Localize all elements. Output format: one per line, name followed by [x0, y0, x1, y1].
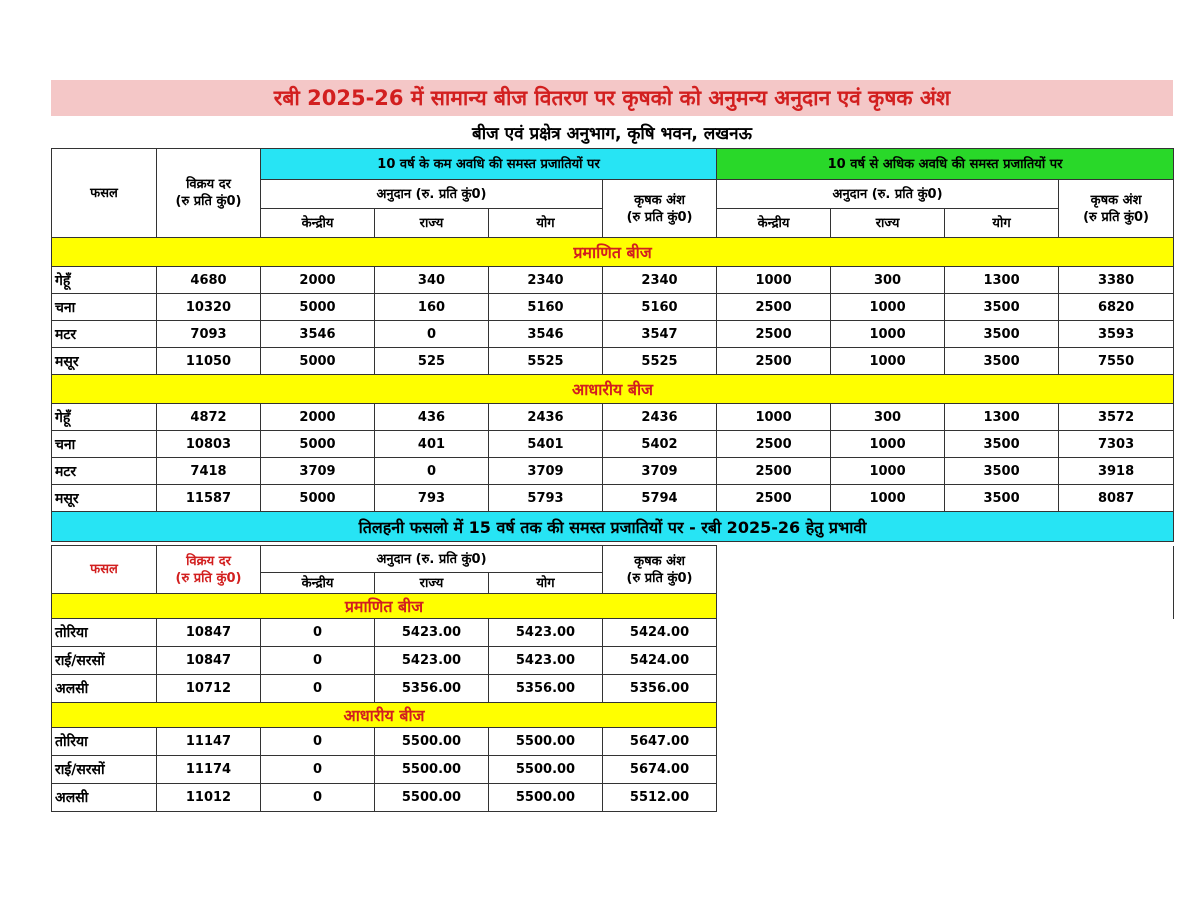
value-cell: 5401 [489, 431, 603, 458]
header-sale-rate [157, 149, 261, 238]
page-subtitle: बीज एवं प्रक्षेत्र अनुभाग, कृषि भवन, लखनऊ [472, 123, 752, 144]
oil-section-certified: प्रमाणित बीज [52, 594, 717, 619]
value-cell: 5000 [261, 294, 375, 321]
value-cell: 5512.00 [603, 784, 717, 812]
table-row [52, 728, 1174, 756]
oil-header-farmer-share-line1: कृषक अंश [634, 553, 685, 569]
oil-header-farmer-share-line2: (रु प्रति कुं0) [626, 570, 693, 586]
oil-header-state: राज्य [375, 573, 489, 594]
value-cell: 5000 [261, 431, 375, 458]
value-cell: 5000 [261, 348, 375, 375]
value-cell: 1000 [831, 458, 945, 485]
value-cell: 5674.00 [603, 756, 717, 784]
value-cell: 1000 [831, 485, 945, 512]
table-row [52, 431, 1174, 458]
value-cell: 5525 [489, 348, 603, 375]
value-cell: 7418 [157, 458, 261, 485]
value-cell: 160 [375, 294, 489, 321]
value-cell: 0 [261, 728, 375, 756]
header-group-gt10: 10 वर्ष से अधिक अवधि की समस्त प्रजातियों पर [717, 149, 1174, 180]
crop-name-cell: अलसी [52, 784, 157, 812]
crop-name-cell: तोरिया [52, 728, 157, 756]
value-cell: 3380 [1059, 267, 1174, 294]
value-cell: 7550 [1059, 348, 1174, 375]
value-cell: 3500 [945, 321, 1059, 348]
oil-header-subsidy: अनुदान (रु. प्रति कुं0) [261, 546, 603, 573]
value-cell: 2340 [603, 267, 717, 294]
value-cell: 5423.00 [375, 619, 489, 647]
value-cell: 3918 [1059, 458, 1174, 485]
value-cell: 3572 [1059, 404, 1174, 431]
value-cell: 10712 [157, 675, 261, 703]
table-row [52, 404, 1174, 431]
value-cell: 3709 [489, 458, 603, 485]
crop-name-cell: राई/सरसों [52, 756, 157, 784]
page-title: रबी 2025-26 में सामान्य बीज वितरण पर कृषको को अनुमन्य अनुदान एवं कृषक अंश [51, 80, 1173, 116]
value-cell: 3593 [1059, 321, 1174, 348]
value-cell: 2000 [261, 267, 375, 294]
value-cell: 5500.00 [375, 756, 489, 784]
crop-name-cell: तोरिया [52, 619, 157, 647]
value-cell: 0 [375, 458, 489, 485]
value-cell: 436 [375, 404, 489, 431]
value-cell: 5794 [603, 485, 717, 512]
header-subsidy: अनुदान (रु. प्रति कुं0) [717, 180, 1059, 209]
oilseed-table [51, 545, 1174, 812]
value-cell: 3500 [945, 294, 1059, 321]
crop-name-cell: राई/सरसों [52, 647, 157, 675]
value-cell: 2500 [717, 458, 831, 485]
value-cell: 10320 [157, 294, 261, 321]
value-cell: 0 [375, 321, 489, 348]
oil-header-central: केन्द्रीय [261, 573, 375, 594]
header-subsidy: अनुदान (रु. प्रति कुं0) [261, 180, 603, 209]
value-cell: 300 [831, 267, 945, 294]
header-total: योग [945, 209, 1059, 238]
value-cell: 3546 [261, 321, 375, 348]
header-total: योग [489, 209, 603, 238]
table-row [52, 647, 1174, 675]
value-cell: 5793 [489, 485, 603, 512]
value-cell: 6820 [1059, 294, 1174, 321]
header-central: केन्द्रीय [717, 209, 831, 238]
oil-header-crop: फसल [52, 546, 157, 594]
value-cell: 2340 [489, 267, 603, 294]
value-cell: 5402 [603, 431, 717, 458]
header-farmer-share [603, 180, 717, 238]
value-cell: 5424.00 [603, 647, 717, 675]
header-farmer-share-line2: (रु प्रति कुं0) [1083, 209, 1149, 225]
value-cell: 3500 [945, 458, 1059, 485]
value-cell: 5423.00 [489, 647, 603, 675]
value-cell: 0 [261, 784, 375, 812]
value-cell: 5160 [489, 294, 603, 321]
header-sale-rate-line1: विक्रय दर [186, 177, 231, 192]
value-cell: 1000 [831, 348, 945, 375]
crop-name-cell: चना [52, 294, 157, 321]
value-cell: 1000 [831, 431, 945, 458]
table-row [52, 294, 1174, 321]
value-cell: 0 [261, 675, 375, 703]
value-cell: 2436 [603, 404, 717, 431]
value-cell: 3709 [261, 458, 375, 485]
oilseed-banner: तिलहनी फसलो में 15 वर्ष तक की समस्त प्रजातियों पर - रबी 2025-26 हेतु प्रभावी [52, 512, 1174, 542]
table-row [52, 784, 1174, 812]
blank-area [717, 546, 1174, 619]
value-cell: 3546 [489, 321, 603, 348]
value-cell: 1300 [945, 267, 1059, 294]
value-cell: 0 [261, 647, 375, 675]
table-row [52, 619, 1174, 647]
value-cell: 2500 [717, 348, 831, 375]
value-cell: 2500 [717, 294, 831, 321]
value-cell: 10847 [157, 647, 261, 675]
value-cell: 401 [375, 431, 489, 458]
value-cell: 5423.00 [375, 647, 489, 675]
value-cell: 1000 [717, 404, 831, 431]
value-cell: 793 [375, 485, 489, 512]
value-cell: 1000 [831, 294, 945, 321]
header-state: राज्य [831, 209, 945, 238]
value-cell: 2500 [717, 431, 831, 458]
crop-name-cell: मटर [52, 321, 157, 348]
subsidy-table [51, 148, 1174, 542]
value-cell: 5525 [603, 348, 717, 375]
value-cell: 5424.00 [603, 619, 717, 647]
value-cell: 2500 [717, 321, 831, 348]
value-cell: 525 [375, 348, 489, 375]
oil-header-sale-rate [157, 546, 261, 594]
oil-section-foundation: आधारीय बीज [52, 703, 717, 728]
table-row [52, 458, 1174, 485]
table-row [52, 348, 1174, 375]
crop-name-cell: अलसी [52, 675, 157, 703]
value-cell: 7303 [1059, 431, 1174, 458]
oil-header-sale-rate-line2: (रु प्रति कुं0) [175, 570, 242, 586]
oil-header-total: योग [489, 573, 603, 594]
value-cell: 11147 [157, 728, 261, 756]
value-cell: 2500 [717, 485, 831, 512]
value-cell: 5500.00 [375, 784, 489, 812]
header-sale-rate-line2: (रु प्रति कुं0) [175, 194, 242, 209]
value-cell: 3547 [603, 321, 717, 348]
table-row [52, 485, 1174, 512]
crop-name-cell: मसूर [52, 348, 157, 375]
value-cell: 1000 [717, 267, 831, 294]
value-cell: 7093 [157, 321, 261, 348]
header-central: केन्द्रीय [261, 209, 375, 238]
crop-name-cell: मसूर [52, 485, 157, 512]
value-cell: 5500.00 [375, 728, 489, 756]
value-cell: 5160 [603, 294, 717, 321]
header-farmer-share-line1: कृषक अंश [634, 192, 685, 208]
value-cell: 10847 [157, 619, 261, 647]
value-cell: 1000 [831, 321, 945, 348]
header-state: राज्य [375, 209, 489, 238]
header-farmer-share-line2: (रु प्रति कुं0) [626, 209, 693, 225]
crop-name-cell: चना [52, 431, 157, 458]
header-group-lt10: 10 वर्ष के कम अवधि की समस्त प्रजातियों पर [261, 149, 717, 180]
value-cell: 10803 [157, 431, 261, 458]
oil-header-sale-rate-line1: विक्रय दर [186, 553, 231, 569]
value-cell: 300 [831, 404, 945, 431]
header-farmer-share [1059, 180, 1174, 238]
value-cell: 4872 [157, 404, 261, 431]
value-cell: 3500 [945, 348, 1059, 375]
value-cell: 11012 [157, 784, 261, 812]
value-cell: 5356.00 [375, 675, 489, 703]
header-farmer-share-line1: कृषक अंश [1090, 192, 1142, 208]
value-cell: 5423.00 [489, 619, 603, 647]
value-cell: 340 [375, 267, 489, 294]
value-cell: 3500 [945, 485, 1059, 512]
value-cell: 0 [261, 756, 375, 784]
value-cell: 3709 [603, 458, 717, 485]
value-cell: 2436 [489, 404, 603, 431]
value-cell: 5000 [261, 485, 375, 512]
value-cell: 5356.00 [603, 675, 717, 703]
value-cell: 4680 [157, 267, 261, 294]
section-certified: प्रमाणित बीज [52, 238, 1174, 267]
crop-name-cell: मटर [52, 458, 157, 485]
value-cell: 11174 [157, 756, 261, 784]
table-row [52, 756, 1174, 784]
value-cell: 3500 [945, 431, 1059, 458]
value-cell: 2000 [261, 404, 375, 431]
value-cell: 5356.00 [489, 675, 603, 703]
value-cell: 5500.00 [489, 784, 603, 812]
value-cell: 8087 [1059, 485, 1174, 512]
crop-name-cell: गेहूँ [52, 267, 157, 294]
value-cell: 1300 [945, 404, 1059, 431]
value-cell: 11050 [157, 348, 261, 375]
header-crop: फसल [52, 149, 157, 238]
value-cell: 5500.00 [489, 756, 603, 784]
value-cell: 11587 [157, 485, 261, 512]
table-row [52, 675, 1174, 703]
value-cell: 0 [261, 619, 375, 647]
section-foundation: आधारीय बीज [52, 375, 1174, 404]
oil-header-farmer-share [603, 546, 717, 594]
value-cell: 5500.00 [489, 728, 603, 756]
table-row [52, 267, 1174, 294]
value-cell: 5647.00 [603, 728, 717, 756]
crop-name-cell: गेहूँ [52, 404, 157, 431]
table-row [52, 321, 1174, 348]
